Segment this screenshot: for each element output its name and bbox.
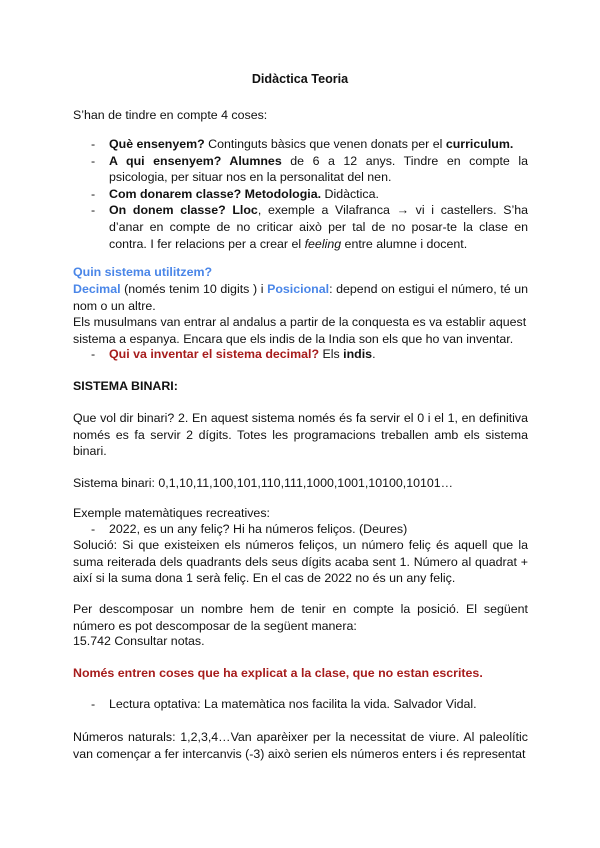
intro-text: S’han de tindre en compte 4 coses: <box>73 108 268 122</box>
invent-list <box>73 346 528 363</box>
descomposar-paragraph: Per descomposar un nombre hem de tenir en compte la posició. El següent número es pot descomposar de la següent manera: <box>73 602 528 633</box>
exemple-heading: Exemple matemàtiques recreatives: <box>73 506 270 520</box>
section-heading-binari: SISTEMA BINARI: <box>73 379 178 393</box>
solucio-paragraph: Solució: Si que existeixen els números feliços, un número feliç és aquell que la suma reiterada dels quadrants dels seus dígits acaba sent 1. Número al quadrat + així si la suma dona 1 serà feliç. En el cas de 2022 no és un any feliç. <box>73 538 528 586</box>
list-item: - A qui ensenyem? Alumnes de 6 a 12 anys. Tindre en compte la psicologia, per situar nos en la personalitat del nen. <box>73 153 528 186</box>
lectura-list <box>73 696 528 713</box>
naturals-paragraph: Números naturals: 1,2,3,4…Van aparèixer per la necessitat de viure. Al paleolític van començar a fer intercanvis (-3) això serien els números enters i és representat <box>73 730 528 761</box>
list-item: - 2022, es un any feliç? Hi ha números feliços. (Deures) <box>73 521 528 538</box>
exemple-list <box>73 521 528 538</box>
binari-paragraph: Que vol dir binari? 2. En aquest sistema només és fa servir el 0 i el 1, en definitiva només es fa servir 2 dígits. Totes les programacions treballen amb els sistema binari. <box>73 411 528 459</box>
red-note: Només entren coses que ha explicat a la clase, que no estan escrites. <box>73 666 483 680</box>
list-item: - Lectura optativa: La matemàtica nos facilita la vida. Salvador Vidal. <box>73 696 528 713</box>
musulmans-paragraph: Els musulmans van entrar al andalus a partir de la conquesta es va establir aquest sistema a espanya. Encara que els indis de la India son els que ho van inventar. <box>73 315 527 346</box>
list-item: - Com donarem classe? Metodologia. Didàctica. <box>73 186 528 203</box>
four-things-list <box>73 136 528 252</box>
consultar-notes: 15.742 Consultar notas. <box>73 634 205 648</box>
page-title: Didàctica Teoria <box>251 72 349 86</box>
list-item: - On donem classe? Lloc, exemple a Vilafranca → vi i castellers. S’ha d’anar en compte de no criticar això per tal de no posar-te la clase en contra. I fer relacions per a crear el feeling entre alumne i docent. <box>73 202 528 252</box>
list-item: - Qui va inventar el sistema decimal? Els indis. <box>73 346 528 363</box>
decimal-paragraph: Decimal (només tenim 10 digits ) i Posicional: depend on estigui el número, té un nom o un altre. <box>73 282 528 313</box>
binari-sequence: Sistema binari: 0,1,10,11,100,101,110,111,1000,1001,10100,10101… <box>73 476 454 490</box>
list-item: - Què ensenyem? Continguts bàsics que venen donats per el curriculum. <box>73 136 528 153</box>
section-heading-sistema: Quin sistema utilitzem? <box>73 265 213 279</box>
